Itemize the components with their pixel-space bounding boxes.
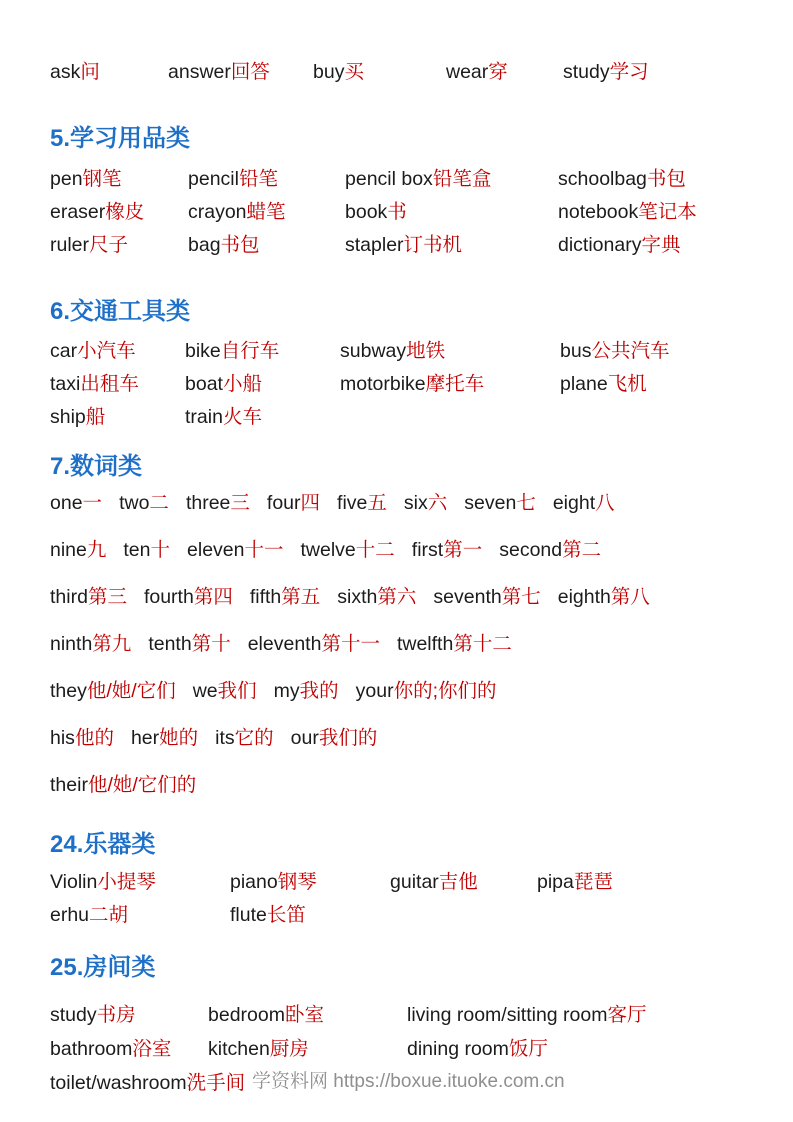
vocab-item bbox=[148, 634, 230, 655]
english-word: train bbox=[185, 406, 223, 428]
english-word: Violin bbox=[50, 871, 98, 893]
vocab-row bbox=[50, 681, 763, 702]
vocab-item bbox=[50, 335, 185, 368]
chinese-meaning: 洗手间 bbox=[186, 1072, 246, 1094]
vocab-item bbox=[186, 493, 250, 514]
vocab-row bbox=[50, 634, 763, 655]
chinese-meaning: 第七 bbox=[501, 586, 541, 608]
vocab-row bbox=[50, 1066, 763, 1100]
vocab-item bbox=[560, 335, 763, 368]
chinese-meaning: 小汽车 bbox=[77, 340, 136, 362]
vocab-item bbox=[337, 587, 416, 608]
english-word: crayon bbox=[188, 201, 247, 223]
english-word: eleven bbox=[187, 539, 245, 561]
chinese-meaning: 二 bbox=[149, 492, 169, 514]
section-title: 24.乐器类 bbox=[50, 831, 156, 858]
site-watermark: 学资料网 https://boxue.ituoke.com.cn bbox=[252, 1071, 565, 1092]
english-word: three bbox=[185, 492, 231, 514]
vocab-item bbox=[50, 728, 114, 749]
english-word: twelve bbox=[300, 539, 356, 561]
chinese-meaning: 十一 bbox=[244, 539, 284, 561]
vocab-item bbox=[193, 681, 257, 702]
vocab-item bbox=[291, 728, 378, 749]
english-word: first bbox=[411, 539, 444, 561]
chinese-meaning: 书包 bbox=[220, 234, 260, 256]
english-word: piano bbox=[230, 871, 278, 893]
vocab-item bbox=[168, 58, 313, 86]
vocab-item bbox=[50, 229, 188, 262]
english-word: dining room bbox=[407, 1038, 509, 1060]
english-word: pipa bbox=[537, 871, 574, 893]
chinese-meaning: 第六 bbox=[377, 586, 417, 608]
vocab-item bbox=[123, 540, 170, 561]
english-word: bike bbox=[185, 340, 221, 362]
english-word: one bbox=[50, 492, 83, 514]
chinese-meaning: 卧室 bbox=[284, 1004, 324, 1026]
chinese-meaning: 我们 bbox=[217, 680, 257, 702]
english-word: ship bbox=[50, 406, 86, 428]
chinese-meaning: 穿 bbox=[488, 61, 508, 83]
english-word: schoolbag bbox=[558, 168, 647, 190]
chinese-meaning: 飞机 bbox=[607, 373, 647, 395]
vocab-row bbox=[50, 540, 763, 561]
chinese-meaning: 九 bbox=[86, 539, 107, 561]
vocab-item bbox=[50, 866, 230, 899]
vocab-item bbox=[433, 587, 540, 608]
chinese-meaning: 地铁 bbox=[406, 340, 446, 362]
vocab-item bbox=[274, 681, 339, 702]
vocab-item bbox=[50, 540, 106, 561]
english-word: nine bbox=[50, 539, 87, 561]
english-word: answer bbox=[168, 61, 231, 83]
english-word: two bbox=[119, 492, 150, 514]
english-word: book bbox=[345, 201, 388, 223]
vocab-item bbox=[407, 998, 763, 1032]
intro-vocab-row bbox=[50, 58, 763, 86]
vocab-item bbox=[558, 587, 650, 608]
vocab-item bbox=[345, 229, 558, 262]
english-word: guitar bbox=[390, 871, 439, 893]
vocab-row bbox=[50, 368, 763, 401]
chinese-meaning: 第八 bbox=[610, 586, 650, 608]
vocab-row bbox=[50, 998, 763, 1032]
english-word: plane bbox=[560, 373, 608, 395]
vocab-item bbox=[340, 335, 560, 368]
vocab-item bbox=[50, 899, 230, 932]
english-word: her bbox=[130, 727, 160, 749]
vocab-item bbox=[188, 229, 345, 262]
english-word: taxi bbox=[50, 373, 81, 395]
vocab-item bbox=[50, 493, 102, 514]
chinese-meaning: 公共汽车 bbox=[591, 340, 670, 362]
chinese-meaning: 火车 bbox=[222, 406, 262, 428]
english-word: his bbox=[50, 727, 75, 749]
chinese-meaning: 第四 bbox=[193, 586, 233, 608]
vocab-item bbox=[558, 196, 763, 229]
english-word: dictionary bbox=[558, 234, 642, 256]
english-word: tenth bbox=[148, 633, 192, 655]
chinese-meaning: 第九 bbox=[92, 633, 132, 655]
vocab-row bbox=[50, 899, 763, 932]
english-word: buy bbox=[313, 61, 345, 83]
vocab-item bbox=[446, 58, 563, 86]
chinese-meaning: 四 bbox=[300, 492, 321, 514]
english-word: bedroom bbox=[208, 1004, 285, 1026]
vocab-item bbox=[188, 163, 345, 196]
vocab-item bbox=[412, 540, 482, 561]
vocab-item bbox=[144, 587, 233, 608]
english-word: kitchen bbox=[208, 1038, 270, 1060]
english-word: ask bbox=[50, 61, 81, 83]
english-word: our bbox=[290, 727, 319, 749]
section-rooms bbox=[50, 952, 763, 1100]
vocab-row bbox=[50, 493, 763, 514]
vocab-row bbox=[50, 587, 763, 608]
chinese-meaning: 出租车 bbox=[80, 373, 139, 395]
chinese-meaning: 客厅 bbox=[607, 1004, 647, 1026]
english-word: bag bbox=[188, 234, 221, 256]
vocab-item bbox=[185, 335, 340, 368]
chinese-meaning: 第三 bbox=[87, 586, 127, 608]
vocab-row bbox=[50, 196, 763, 229]
english-word: flute bbox=[230, 904, 267, 926]
vocab-item bbox=[563, 58, 763, 86]
chinese-meaning: 饭厅 bbox=[508, 1038, 548, 1060]
vocab-item bbox=[499, 540, 601, 561]
chinese-meaning: 小提琴 bbox=[97, 871, 156, 893]
chinese-meaning: 笔记本 bbox=[638, 201, 697, 223]
vocab-row bbox=[50, 335, 763, 368]
chinese-meaning: 它的 bbox=[234, 727, 274, 749]
vocab-item bbox=[50, 587, 127, 608]
vocab-item bbox=[185, 368, 340, 401]
english-word: eleventh bbox=[247, 633, 322, 655]
section-title: 6.交通工具类 bbox=[50, 298, 191, 325]
vocab-item bbox=[340, 368, 560, 401]
chinese-meaning: 尺子 bbox=[89, 234, 129, 256]
english-word: car bbox=[50, 340, 78, 362]
vocab-item bbox=[187, 540, 283, 561]
chinese-meaning: 二胡 bbox=[89, 904, 129, 926]
chinese-meaning: 橡皮 bbox=[105, 201, 145, 223]
section-title: 7.数词类 bbox=[50, 453, 143, 480]
chinese-meaning: 第十一 bbox=[321, 633, 380, 655]
chinese-meaning: 订书机 bbox=[403, 234, 463, 256]
english-word: erhu bbox=[50, 904, 90, 926]
vocab-item bbox=[208, 998, 407, 1032]
chinese-meaning: 书包 bbox=[646, 168, 686, 190]
vocab-item bbox=[356, 681, 497, 702]
chinese-meaning: 六 bbox=[427, 492, 448, 514]
english-word: living room/sitting room bbox=[407, 1004, 608, 1026]
chinese-meaning: 铅笔盒 bbox=[432, 168, 492, 190]
chinese-meaning: 她的 bbox=[159, 727, 199, 749]
vocab-item bbox=[464, 493, 536, 514]
chinese-meaning: 字典 bbox=[641, 234, 681, 256]
english-word: four bbox=[266, 492, 301, 514]
chinese-meaning: 八 bbox=[595, 492, 615, 514]
english-word: notebook bbox=[558, 201, 639, 223]
vocab-item bbox=[50, 1032, 208, 1066]
english-word: their bbox=[50, 774, 88, 796]
english-word: ninth bbox=[50, 633, 93, 655]
english-word: eight bbox=[552, 492, 596, 514]
vocab-item bbox=[230, 866, 390, 899]
english-word: ten bbox=[123, 539, 151, 561]
vocab-item bbox=[345, 163, 558, 196]
vocab-item bbox=[50, 196, 188, 229]
english-word: subway bbox=[340, 340, 407, 362]
chinese-meaning: 十二 bbox=[355, 539, 395, 561]
english-word: five bbox=[337, 492, 368, 514]
vocab-item bbox=[215, 728, 274, 749]
chinese-meaning: 第五 bbox=[281, 586, 321, 608]
vocab-item bbox=[558, 229, 763, 262]
section-numbers bbox=[50, 451, 763, 796]
vocab-item bbox=[248, 634, 380, 655]
vocab-item bbox=[188, 196, 345, 229]
english-word: we bbox=[192, 680, 218, 702]
chinese-meaning: 七 bbox=[516, 492, 536, 514]
vocab-row bbox=[50, 775, 763, 796]
chinese-meaning: 第十二 bbox=[453, 633, 512, 655]
section-supplies bbox=[50, 123, 763, 262]
section-title: 25.房间类 bbox=[50, 954, 156, 981]
chinese-meaning: 钢笔 bbox=[82, 168, 122, 190]
chinese-meaning: 买 bbox=[344, 61, 364, 83]
chinese-meaning: 回答 bbox=[230, 61, 270, 83]
chinese-meaning: 蜡笔 bbox=[246, 201, 286, 223]
chinese-meaning: 厨房 bbox=[269, 1038, 309, 1060]
english-word: bus bbox=[560, 340, 592, 362]
english-word: boat bbox=[185, 373, 223, 395]
vocab-row bbox=[50, 866, 763, 899]
vocab-item bbox=[208, 1032, 407, 1066]
vocab-item bbox=[553, 493, 615, 514]
vocab-item bbox=[337, 493, 387, 514]
chinese-meaning: 第一 bbox=[443, 539, 483, 561]
chinese-meaning: 钢琴 bbox=[277, 871, 317, 893]
english-word: eighth bbox=[557, 586, 611, 608]
chinese-meaning: 我们的 bbox=[318, 727, 378, 749]
english-word: my bbox=[273, 680, 300, 702]
vocab-item bbox=[50, 401, 185, 434]
chinese-meaning: 船 bbox=[85, 406, 106, 428]
vocab-item bbox=[50, 681, 176, 702]
chinese-meaning: 我的 bbox=[299, 680, 339, 702]
vocab-row bbox=[50, 229, 763, 262]
chinese-meaning: 书 bbox=[387, 201, 407, 223]
english-word: twelfth bbox=[396, 633, 454, 655]
chinese-meaning: 自行车 bbox=[220, 340, 280, 362]
vocab-item bbox=[230, 899, 390, 932]
english-word: study bbox=[563, 61, 610, 83]
english-word: your bbox=[355, 680, 394, 702]
vocab-item bbox=[407, 1032, 763, 1066]
chinese-meaning: 摩托车 bbox=[425, 373, 485, 395]
vocab-row bbox=[50, 728, 763, 749]
chinese-meaning: 浴室 bbox=[132, 1038, 172, 1060]
chinese-meaning: 他/她/它们 bbox=[86, 680, 176, 702]
vocab-item bbox=[537, 866, 763, 899]
english-word: six bbox=[403, 492, 428, 514]
vocab-item bbox=[301, 540, 395, 561]
chinese-meaning: 琵琶 bbox=[573, 871, 613, 893]
vocab-row bbox=[50, 163, 763, 196]
english-word: toilet/washroom bbox=[50, 1072, 187, 1094]
chinese-meaning: 问 bbox=[80, 61, 100, 83]
chinese-meaning: 五 bbox=[367, 492, 387, 514]
english-word: fourth bbox=[143, 586, 194, 608]
english-word: stapler bbox=[345, 234, 404, 256]
section-transport bbox=[50, 296, 763, 434]
chinese-meaning: 三 bbox=[230, 492, 250, 514]
vocab-item bbox=[345, 196, 558, 229]
vocab-item bbox=[397, 634, 512, 655]
vocab-sections bbox=[50, 123, 763, 1100]
vocab-item bbox=[50, 163, 188, 196]
english-word: fifth bbox=[249, 586, 282, 608]
english-word: motorbike bbox=[340, 373, 426, 395]
vocab-item bbox=[50, 775, 196, 796]
english-word: second bbox=[499, 539, 563, 561]
vocab-row bbox=[50, 401, 763, 434]
section-instruments bbox=[50, 829, 763, 932]
vocab-item bbox=[131, 728, 198, 749]
english-word: seven bbox=[464, 492, 517, 514]
vocab-item bbox=[50, 1066, 246, 1100]
english-word: its bbox=[215, 727, 235, 749]
vocab-item bbox=[558, 163, 763, 196]
vocab-row bbox=[50, 1032, 763, 1066]
chinese-meaning: 长笛 bbox=[266, 904, 306, 926]
chinese-meaning: 吉他 bbox=[438, 871, 478, 893]
vocab-item bbox=[250, 587, 320, 608]
chinese-meaning: 你的;你们的 bbox=[393, 680, 497, 702]
vocab-item bbox=[119, 493, 169, 514]
english-word: sixth bbox=[337, 586, 378, 608]
section-title: 5.学习用品类 bbox=[50, 125, 191, 152]
chinese-meaning: 书房 bbox=[96, 1004, 136, 1026]
english-word: pencil box bbox=[345, 168, 433, 190]
vocab-item bbox=[50, 998, 208, 1032]
chinese-meaning: 学习 bbox=[609, 61, 649, 83]
chinese-meaning: 十 bbox=[150, 539, 171, 561]
vocab-item bbox=[50, 368, 185, 401]
english-word: wear bbox=[446, 61, 489, 83]
vocab-item bbox=[390, 866, 537, 899]
english-word: bathroom bbox=[50, 1038, 133, 1060]
chinese-meaning: 第十 bbox=[191, 633, 231, 655]
english-word: ruler bbox=[50, 234, 90, 256]
vocab-item bbox=[50, 58, 168, 86]
chinese-meaning: 第二 bbox=[562, 539, 602, 561]
vocab-item bbox=[185, 401, 340, 434]
english-word: pencil bbox=[188, 168, 239, 190]
vocab-item bbox=[560, 368, 763, 401]
vocab-item bbox=[404, 493, 447, 514]
chinese-meaning: 铅笔 bbox=[238, 168, 278, 190]
vocab-item bbox=[313, 58, 446, 86]
english-word: seventh bbox=[433, 586, 502, 608]
vocab-item bbox=[50, 634, 131, 655]
vocab-item bbox=[267, 493, 320, 514]
english-word: eraser bbox=[50, 201, 106, 223]
chinese-meaning: 小船 bbox=[222, 373, 262, 395]
chinese-meaning: 他的 bbox=[74, 727, 114, 749]
chinese-meaning: 一 bbox=[82, 492, 103, 514]
english-word: they bbox=[50, 680, 87, 702]
english-word: third bbox=[50, 586, 88, 608]
chinese-meaning: 他/她/它们的 bbox=[87, 774, 197, 796]
english-word: study bbox=[50, 1004, 97, 1026]
english-word: pen bbox=[50, 168, 83, 190]
